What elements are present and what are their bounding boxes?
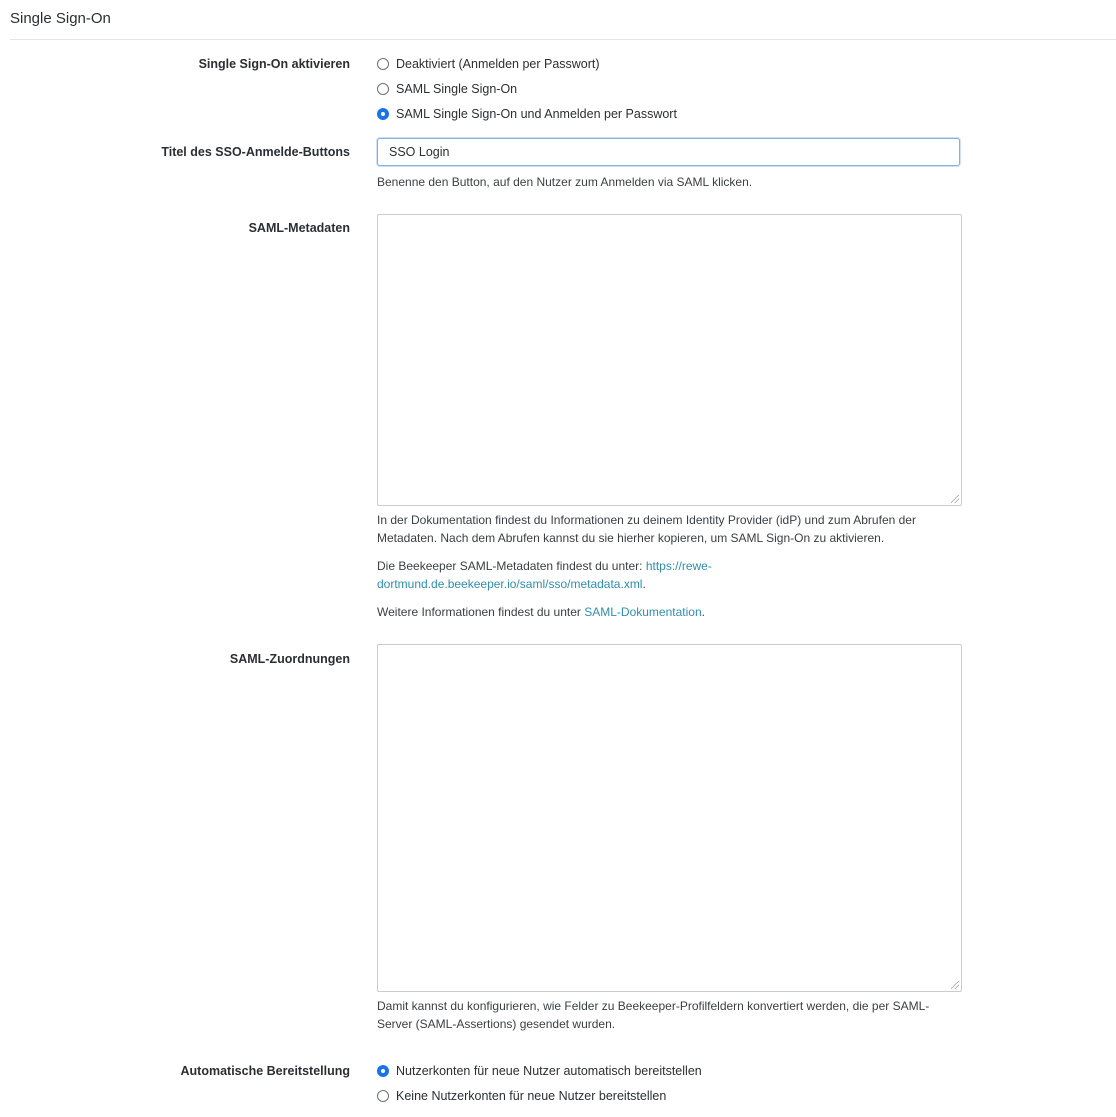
button-title-label: Titel des SSO-Anmelde-Buttons bbox=[161, 145, 350, 159]
radio-label: Deaktiviert (Anmelden per Passwort) bbox=[396, 57, 600, 71]
radio-sso-saml[interactable] bbox=[377, 80, 517, 98]
metadata-help-3-suffix: . bbox=[701, 605, 705, 619]
metadata-help-3-prefix: Weitere Informationen findest du unter bbox=[377, 605, 585, 619]
radio-sso-disabled[interactable] bbox=[377, 55, 600, 73]
metadata-help-2 bbox=[377, 557, 737, 593]
mappings-help: Damit kannst du konfigurieren, wie Felder zu Beekeeper-Profilfeldern konvertiert werden, die per SAML-Server (SAML-Assertions) gesendet wurden. bbox=[377, 999, 930, 1031]
resize-handle-icon[interactable] bbox=[951, 981, 959, 989]
radio-checked-icon[interactable] bbox=[377, 108, 389, 120]
radio-icon[interactable] bbox=[377, 58, 389, 70]
radio-label: Nutzerkonten für neue Nutzer automatisch bereitstellen bbox=[396, 1064, 702, 1078]
radio-label: Keine Nutzerkonten für neue Nutzer bereitstellen bbox=[396, 1089, 667, 1103]
button-title-input[interactable] bbox=[377, 138, 960, 166]
section-title: Single Sign-On bbox=[10, 10, 111, 27]
mappings-label: SAML-Zuordnungen bbox=[229, 652, 350, 666]
provisioning-label: Automatische Bereitstellung bbox=[180, 1064, 350, 1078]
mappings-textarea[interactable] bbox=[377, 644, 962, 992]
saml-docs-link[interactable]: SAML-Dokumentation bbox=[584, 605, 702, 619]
metadata-help-1: In der Dokumentation findest du Informationen zu deinem Identity Provider (idP) und zum Abrufen der Metadaten. Nach dem Abrufen kannst du sie hierher kopieren, um SAML Sign-On zu aktivieren. bbox=[377, 513, 916, 545]
metadata-label: SAML-Metadaten bbox=[248, 221, 350, 235]
sso-enable-label: Single Sign-On aktivieren bbox=[198, 57, 350, 71]
button-title-help: Benenne den Button, auf den Nutzer zum Anmelden via SAML klicken. bbox=[377, 175, 753, 189]
metadata-help-2-prefix: Die Beekeeper SAML-Metadaten findest du unter: bbox=[377, 559, 646, 573]
metadata-help-2-suffix: . bbox=[642, 577, 646, 591]
metadata-url-link[interactable]: https://rewe-dortmund.de.beekeeper.io/saml/sso/metadata.xml bbox=[377, 559, 712, 591]
button-title-value: SSO Login bbox=[389, 145, 450, 159]
radio-checked-icon[interactable] bbox=[377, 1065, 389, 1077]
radio-provision-auto[interactable] bbox=[377, 1062, 702, 1080]
radio-provision-none[interactable] bbox=[377, 1087, 666, 1105]
divider bbox=[10, 39, 1116, 40]
radio-label: SAML Single Sign-On bbox=[396, 82, 518, 96]
metadata-textarea[interactable] bbox=[377, 214, 962, 506]
radio-icon[interactable] bbox=[377, 1090, 389, 1102]
radio-icon[interactable] bbox=[377, 83, 389, 95]
metadata-help-3 bbox=[377, 603, 962, 621]
radio-sso-saml-and-password[interactable] bbox=[377, 105, 677, 123]
radio-label: SAML Single Sign-On und Anmelden per Passwort bbox=[396, 107, 677, 121]
resize-handle-icon[interactable] bbox=[951, 495, 959, 503]
